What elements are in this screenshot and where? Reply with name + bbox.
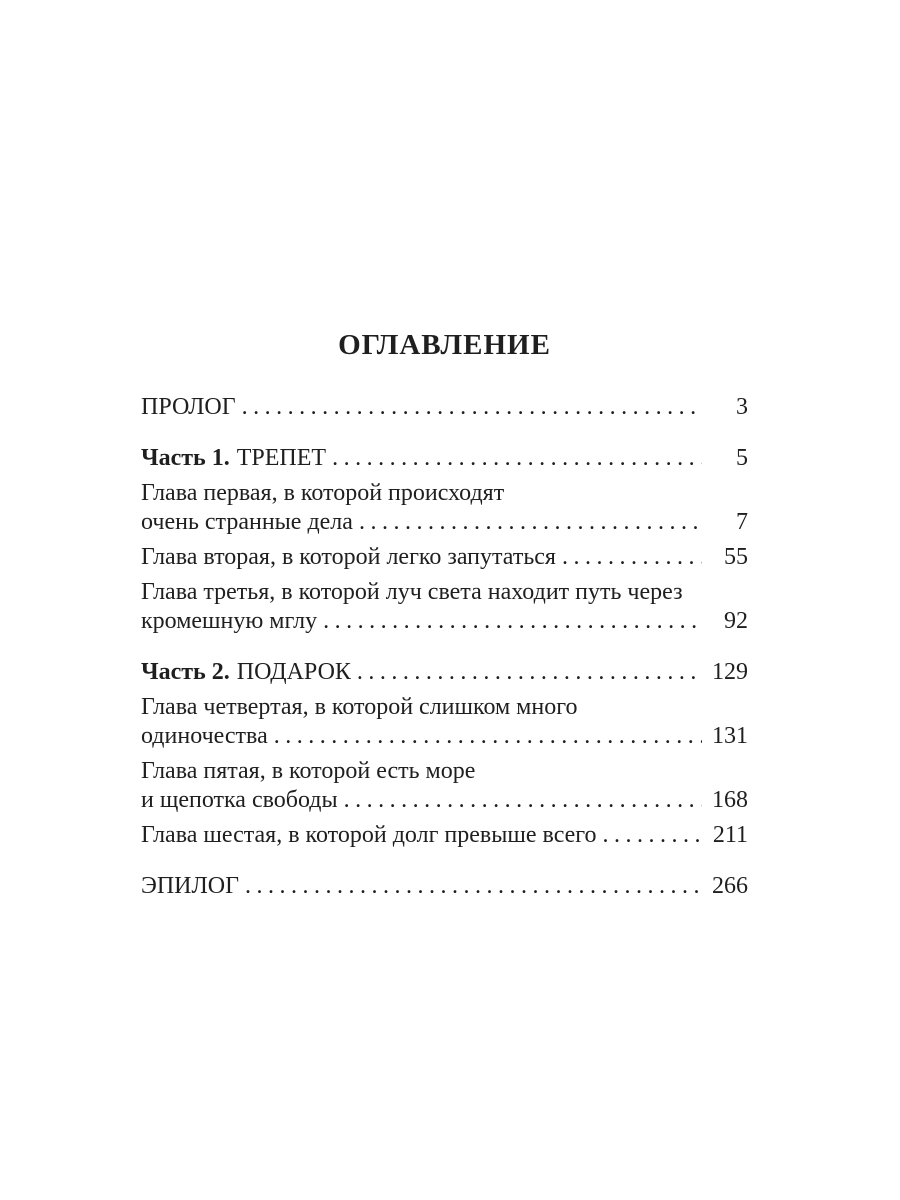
entry-page-number: 131 [712,723,748,749]
table-of-contents [141,331,748,907]
entry-title-line: Глава пятая, в которой есть море [141,758,476,784]
toc-entry-prologue [141,393,748,422]
dot-leader [603,821,702,850]
entry-title-line: кромешную мглу [141,608,318,634]
entry-page-number: 5 [736,445,748,471]
entry-page-number: 211 [712,822,748,848]
entry-title: ПОДАРОК [236,659,351,685]
entry-title: Глава шестая, в которой долг превыше всего [141,822,597,848]
entry-title-line: очень странные дела [141,509,353,535]
entry-title-line: Глава третья, в которой луч света находит путь через [141,579,683,605]
entry-title: ЭПИЛОГ [141,873,239,899]
page-title: ОГЛАВЛЕНИЕ [338,329,551,361]
dot-leader [344,786,702,815]
entry-title: Глава вторая, в которой легко запутаться [141,544,556,570]
dot-leader [562,543,702,572]
part-number-label: Часть 2. [141,659,230,685]
toc-entry-epilogue [141,872,748,901]
entry-title-line: Глава четвертая, в которой слишком много [141,694,578,720]
entry-page-number: 168 [712,787,748,813]
dot-leader [357,658,702,687]
dot-leader [359,508,702,537]
entry-title-line: и щепотка свободы [141,787,338,813]
dot-leader [242,393,702,422]
toc-entry-chapter-4 [141,693,748,751]
toc-entry-chapter-2 [141,543,748,572]
dot-leader [274,722,702,751]
toc-entry-chapter-6 [141,821,748,850]
toc-entry-part-1 [141,444,748,473]
entry-page-number: 7 [736,509,748,535]
entry-page-number: 129 [712,659,748,685]
entry-title: ТРЕПЕТ [236,445,327,471]
entry-title-line: Глава первая, в которой происходят [141,480,505,506]
toc-entry-chapter-5 [141,757,748,815]
dot-leader [332,444,702,473]
entry-title-line: одиночества [141,723,268,749]
entry-page-number: 3 [736,394,748,420]
entry-page-number: 55 [724,544,748,570]
dot-leader [323,607,702,636]
entry-page-number: 92 [724,608,748,634]
toc-entry-part-2 [141,658,748,687]
entry-title: ПРОЛОГ [141,394,236,420]
entry-page-number: 266 [712,873,748,899]
part-number-label: Часть 1. [141,445,230,471]
toc-entry-chapter-3 [141,578,748,636]
dot-leader [245,872,702,901]
toc-entry-chapter-1 [141,479,748,537]
